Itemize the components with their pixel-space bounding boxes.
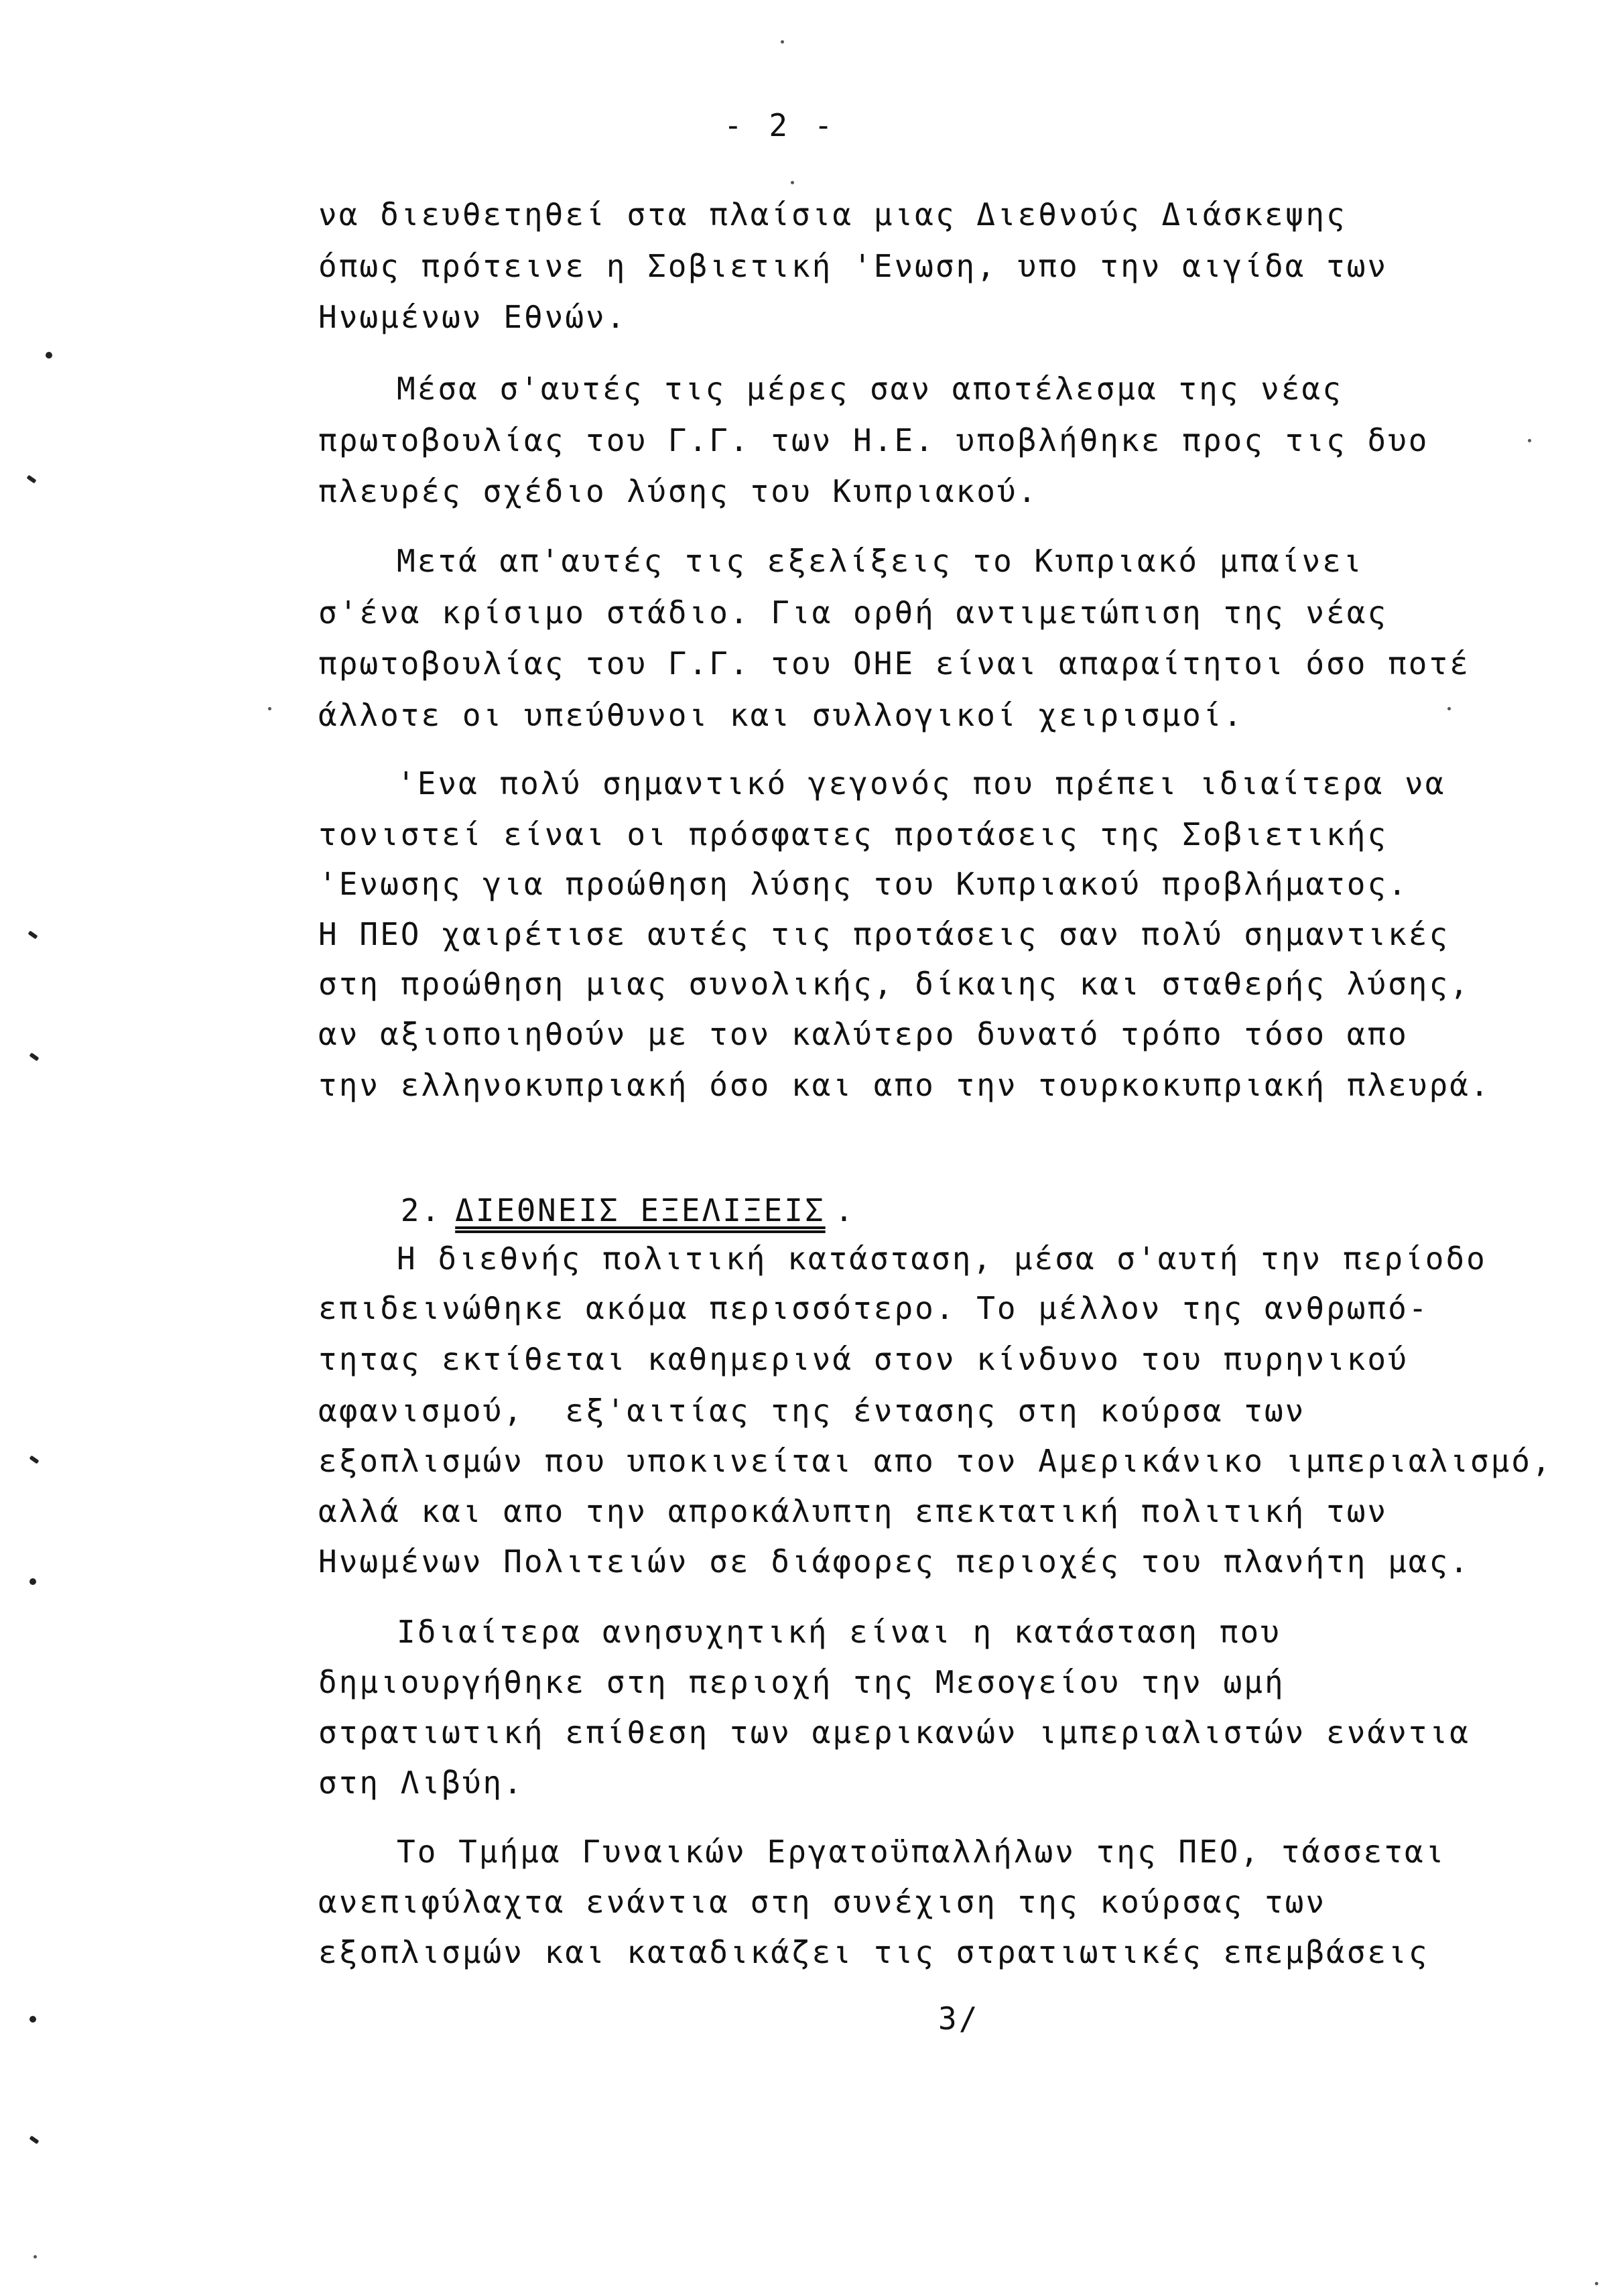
- text-line: πλευρές σχέδιο λύσης του Κυπριακού.: [318, 473, 1039, 509]
- text-line: 'Ενωσης για προώθηση λύσης του Κυπριακού προβλήματος.: [318, 866, 1409, 902]
- scan-speck: [28, 931, 38, 940]
- text-line: Ηνωμένων Εθνών.: [318, 299, 627, 335]
- text-line: άλλοτε οι υπεύθυνοι και συλλογικοί χειρισμοί.: [318, 697, 1244, 733]
- section-number: 2.: [400, 1192, 442, 1228]
- page-continuation-marker: 3/: [938, 2000, 980, 2037]
- scan-speck: [29, 1456, 40, 1464]
- text-line: σ'ένα κρίσιμο στάδιο. Για ορθή αντιμετώπιση της νέας: [318, 594, 1388, 631]
- scan-speck: [29, 2136, 40, 2145]
- text-line: να διευθετηθεί στα πλαίσια μιας Διεθνούς Διάσκεψης: [318, 196, 1347, 233]
- scan-speck: [46, 352, 52, 359]
- text-line: Η ΠΕΟ χαιρέτισε αυτές τις προτάσεις σαν πολύ σημαντικές: [318, 916, 1450, 952]
- scan-speck: [29, 1578, 36, 1585]
- text-line: όπως πρότεινε η Σοβιετική 'Ενωση, υπο την αιγίδα των: [318, 248, 1388, 284]
- text-line: τονιστεί είναι οι πρόσφατες προτάσεις της Σοβιετικής: [318, 816, 1388, 852]
- text-line: Μετά απ'αυτές τις εξελίξεις το Κυπριακό μπαίνει: [397, 543, 1364, 579]
- text-line: πρωτοβουλίας του Γ.Γ. των Η.Ε. υποβλήθηκε προς τις δυο: [318, 422, 1429, 458]
- text-line: Το Τμήμα Γυναικών Εργατοϋπαλλήλων της ΠΕΟ, τάσσεται: [397, 1834, 1446, 1870]
- scan-speck: [34, 2255, 37, 2258]
- text-line: στη Λιβύη.: [318, 1765, 524, 1801]
- page-number: - 2 -: [724, 107, 837, 143]
- text-line: πρωτοβουλίας του Γ.Γ. του ΟΗΕ είναι απαραίτητοι όσο ποτέ: [318, 645, 1470, 682]
- text-line: στρατιωτική επίθεση των αμερικανών ιμπεριαλιστών ενάντια: [318, 1714, 1470, 1750]
- text-line: ανεπιφύλαχτα ενάντια στη συνέχιση της κούρσας των: [318, 1884, 1327, 1920]
- text-line: εξοπλισμών και καταδικάζει τις στρατιωτικές επεμβάσεις: [318, 1934, 1429, 1970]
- text-line: Ηνωμένων Πολιτειών σε διάφορες περιοχές του πλανήτη μας.: [318, 1543, 1470, 1580]
- text-line: Η διεθνής πολιτική κατάσταση, μέσα σ'αυτή την περίοδο: [397, 1240, 1487, 1277]
- text-line: αφανισμού, εξ'αιτίας της έντασης στη κούρσα των: [318, 1393, 1306, 1429]
- text-line: εξοπλισμών που υποκινείται απο τον Αμερικάνικο ιμπεριαλισμό,: [318, 1443, 1553, 1479]
- scan-speck: [1595, 2282, 1598, 2285]
- text-line: τητας εκτίθεται καθημερινά στον κίνδυνο του πυρηνικού: [318, 1341, 1409, 1377]
- scan-speck: [27, 475, 37, 484]
- text-line: δημιουργήθηκε στη περιοχή της Μεσογείου την ωμή: [318, 1664, 1285, 1700]
- scan-speck: [781, 40, 784, 44]
- scan-speck: [29, 1053, 40, 1062]
- text-line: στη προώθηση μιας συνολικής, δίκαιης και σταθερής λύσης,: [318, 966, 1470, 1002]
- text-line: αν αξιοποιηθούν με τον καλύτερο δυνατό τρόπο τόσο απο: [318, 1016, 1409, 1052]
- text-line: 'Ενα πολύ σημαντικό γεγονός που πρέπει ιδιαίτερα να: [397, 765, 1446, 802]
- scan-speck: [29, 2016, 36, 2023]
- section-trailing-mark: .: [834, 1192, 856, 1228]
- text-line: Ιδιαίτερα ανησυχητική είναι η κατάσταση που: [397, 1614, 1281, 1650]
- text-line: Μέσα σ'αυτές τις μέρες σαν αποτέλεσμα της νέας: [397, 371, 1343, 407]
- text-line: επιδεινώθηκε ακόμα περισσότερο. Το μέλλον της ανθρωπό-: [318, 1290, 1429, 1326]
- scan-speck: [1447, 707, 1451, 710]
- text-line: την ελληνοκυπριακή όσο και απο την τουρκοκυπριακή πλευρά.: [318, 1067, 1491, 1103]
- scan-speck: [791, 181, 794, 184]
- text-line: αλλά και απο την απροκάλυπτη επεκτατική πολιτική των: [318, 1493, 1388, 1529]
- scan-speck: [1528, 439, 1531, 442]
- section-title: ΔΙΕΘΝΕΙΣ ΕΞΕΛΙΞΕΙΣ: [455, 1192, 826, 1228]
- scan-speck: [268, 707, 271, 710]
